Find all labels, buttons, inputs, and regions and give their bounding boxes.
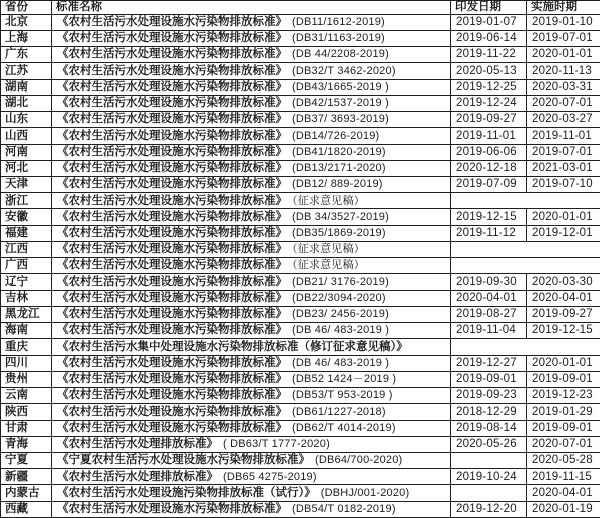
province-cell: 北京 (1, 14, 52, 30)
dates-merged-empty-cell (451, 241, 600, 257)
impl-date-cell: 2019-07-10 (527, 176, 600, 192)
province-cell: 青海 (1, 436, 52, 452)
table-row (1, 388, 600, 404)
impl-date-cell: 2020-04-01 (527, 290, 600, 306)
province-cell: 重庆 (1, 339, 52, 355)
impl-date-cell: 2020-01-01 (527, 355, 600, 371)
standard-title: 《农村生活污水处理设施水污染物排放标准》 (57, 194, 287, 207)
province-cell: 广东 (1, 47, 52, 63)
table-row (1, 79, 600, 95)
standard-name-cell (52, 371, 451, 387)
header-row (1, 1, 600, 15)
standard-name-cell (52, 209, 451, 225)
province-cell: 安徽 (1, 209, 52, 225)
issue-date-cell: 2018-12-29 (451, 404, 527, 420)
standard-code: (DB43/1665-2019 ) (292, 80, 389, 93)
impl-date-cell: 2020-07-01 (527, 436, 600, 452)
standard-title: 《农村生活污水处理设施水污染物排放标准》 (57, 32, 287, 45)
table-row (1, 290, 600, 306)
impl-date-cell: 2019-09-01 (527, 371, 600, 387)
standard-title: 《农村生活污水处理设施水污染物排放标准》 (57, 48, 287, 61)
standard-title: 《农村生活污水处理设施水污染物排放标准》 (57, 97, 287, 110)
dates-merged-empty-cell (451, 258, 600, 274)
impl-date-cell: 2020-03-30 (527, 274, 600, 290)
standard-code: (DB13/2171-2020) (292, 162, 386, 175)
impl-date-cell: 2020-01-01 (527, 47, 600, 63)
issue-date-cell: 2019-12-24 (451, 95, 527, 111)
header-impl-date: 实施时期 (527, 1, 600, 15)
province-cell: 福建 (1, 225, 52, 241)
standard-name-cell (52, 290, 451, 306)
standard-title: 《农村生活污水处理设施水污染物排放标准》 (57, 373, 287, 386)
standard-title: 《农村生活污水处理设施水污染物排放标准》 (57, 145, 287, 158)
table-row (1, 30, 600, 46)
province-cell: 海南 (1, 323, 52, 339)
impl-date-cell: 2020-04-01 (527, 485, 600, 501)
issue-date-cell: 2019-12-15 (451, 209, 527, 225)
standard-code: （征求意见稿） (292, 194, 365, 207)
standard-name-cell (52, 436, 451, 452)
standard-title: 《农村生活污水处理设施水污染物排放标准》 (57, 15, 287, 28)
standard-title: 《农村生活污水处理设施水污染物排放标准》 (57, 503, 287, 516)
table-row (1, 128, 600, 144)
issue-date-cell: 2019-09-30 (451, 274, 527, 290)
province-cell: 上海 (1, 30, 52, 46)
standard-code: (DB62/T 4014-2019) (292, 421, 396, 434)
table-row (1, 371, 600, 387)
standard-code: （征求意见稿） (292, 243, 365, 256)
standard-name-cell (52, 388, 451, 404)
issue-date-cell (451, 452, 527, 468)
table-row (1, 14, 600, 30)
standard-code: (DB54/T 0182-2019) (292, 503, 396, 516)
standard-name-cell (52, 225, 451, 241)
impl-date-cell: 2019-12-01 (527, 225, 600, 241)
standard-title: 《农村生活污水处理设施污染物排放标准（试行）》 (57, 486, 316, 499)
impl-date-cell: 2020-07-01 (527, 95, 600, 111)
standard-title: 《农村生活污水处理排放标准》 (57, 438, 218, 451)
standard-title: 《农村生活污水处理设施水污染物排放标准》 (57, 113, 287, 126)
impl-date-cell: 2019-09-01 (527, 420, 600, 436)
standard-name-cell (52, 274, 451, 290)
issue-date-cell: 2019-10-24 (451, 469, 527, 485)
impl-date-cell: 2019-01-29 (527, 404, 600, 420)
province-cell: 贵州 (1, 371, 52, 387)
standard-title: 《农村生活污水处理设施水污染物排放标准》 (57, 210, 287, 223)
issue-date-cell: 2019-07-09 (451, 176, 527, 192)
issue-date-cell: 2019-09-01 (451, 371, 527, 387)
standard-code: (DB22/3094-2020) (292, 291, 386, 304)
table-row (1, 225, 600, 241)
impl-date-cell: 2020-03-31 (527, 79, 600, 95)
standard-name-cell (52, 193, 451, 209)
standard-title: 《农村生活污水处理设施水污染物排放标准》 (57, 178, 287, 191)
standard-code: (DB12/ 889-2019) (292, 178, 383, 191)
province-cell: 黑龙江 (1, 306, 52, 322)
province-cell: 广西 (1, 258, 52, 274)
standard-name-cell (52, 258, 451, 274)
standard-name-cell (52, 404, 451, 420)
standard-code: (DB11/1612-2019) (292, 15, 385, 28)
standard-name-cell (52, 128, 451, 144)
standard-code: (DBHJ/001-2020) (320, 486, 410, 499)
standard-title: 《农村生活污水处理设施水污染物排放标准》 (57, 308, 287, 321)
table-row (1, 258, 600, 274)
issue-date-cell: 2020-12-18 (451, 160, 527, 176)
standard-code: (DB61/1227-2018) (292, 405, 386, 418)
impl-date-cell: 2020-01-19 (527, 501, 600, 517)
table-row (1, 339, 600, 355)
table-row (1, 47, 600, 63)
standard-title: 《农村生活污水处理设施水污染物排放标准》 (57, 243, 287, 256)
province-cell: 河北 (1, 160, 52, 176)
issue-date-cell: 2019-12-27 (451, 355, 527, 371)
impl-date-cell: 2019-11-15 (527, 469, 600, 485)
impl-date-cell: 2019-12-23 (527, 388, 600, 404)
province-cell: 甘肃 (1, 420, 52, 436)
impl-date-cell: 2020-01-01 (527, 209, 600, 225)
issue-date-cell: 2019-11-04 (451, 323, 527, 339)
standard-title: 《农村生活污水处理设施水污染物排放标准》 (57, 324, 287, 337)
standard-code: (DB35/1869-2019) (292, 226, 386, 239)
standard-code: (DB14/726-2019) (292, 129, 380, 142)
standard-name-cell (52, 485, 451, 501)
table-row (1, 176, 600, 192)
header-standard-name: 标准名称 (52, 1, 451, 15)
province-cell: 云南 (1, 388, 52, 404)
issue-date-cell: 2019-11-12 (451, 225, 527, 241)
standard-name-cell (52, 63, 451, 79)
province-cell: 山西 (1, 128, 52, 144)
province-cell: 山东 (1, 112, 52, 128)
issue-date-cell: 2020-05-26 (451, 436, 527, 452)
province-cell: 天津 (1, 176, 52, 192)
province-cell: 西藏 (1, 501, 52, 517)
impl-date-cell: 2019-01-10 (527, 14, 600, 30)
table-row (1, 160, 600, 176)
table-row (1, 144, 600, 160)
standard-name-cell (52, 79, 451, 95)
table-row (1, 323, 600, 339)
standard-code: (DB65 4275-2019) (223, 470, 317, 483)
table-row (1, 452, 600, 468)
province-cell: 江苏 (1, 63, 52, 79)
standard-title: 《农村生活污水处理设施水污染物排放标准》 (57, 275, 287, 288)
table-row (1, 241, 600, 257)
standard-title: 《农村生活污水处理设施水污染物排放标准》 (57, 129, 287, 142)
standard-title: 《农村生活污水处理设施水污染物排放标准》 (57, 80, 287, 93)
province-cell: 内蒙古 (1, 485, 52, 501)
standard-code: ( DB63/T 1777-2020) (223, 438, 330, 451)
standard-code: (DB31/1163-2019) (292, 32, 385, 45)
standard-name-cell (52, 95, 451, 111)
impl-date-cell: 2019-07-01 (527, 30, 600, 46)
province-cell: 湖南 (1, 79, 52, 95)
table-row (1, 469, 600, 485)
province-cell: 浙江 (1, 193, 52, 209)
issue-date-cell: 2019-12-25 (451, 79, 527, 95)
standard-title: 《农村生活污水处理设施水污染物排放标准》 (57, 64, 287, 77)
standard-name-cell (52, 160, 451, 176)
impl-date-cell: 2019-11-01 (527, 128, 600, 144)
issue-date-cell: 2019-06-14 (451, 30, 527, 46)
standard-name-cell (52, 452, 451, 468)
standard-code: （征求意见稿） (292, 259, 365, 272)
standard-code: (DB 34/3527-2019) (292, 210, 389, 223)
standard-code: (DB23/ 2456-2019) (292, 308, 389, 321)
standard-title: 《农村生活污水处理排放标准》 (57, 470, 218, 483)
standard-code: (DB32/T 3462-2020) (292, 64, 396, 77)
standard-code: (DB64/700-2020) (315, 454, 403, 467)
dates-merged-empty-cell (451, 193, 600, 209)
standard-title: 《农村生活污水处理设施水污染物排放标准》 (57, 389, 287, 402)
standard-code: (DB42/1537-2019 ) (292, 97, 389, 110)
standard-code: (DB41/1820-2019) (292, 145, 386, 158)
header-province: 省份 (1, 1, 52, 15)
standard-name-cell (52, 14, 451, 30)
table-row (1, 404, 600, 420)
standard-name-cell (52, 339, 451, 355)
impl-date-cell: 2019-12-15 (527, 323, 600, 339)
province-cell: 新疆 (1, 469, 52, 485)
province-cell: 河南 (1, 144, 52, 160)
standard-name-cell (52, 176, 451, 192)
standard-title: 《农村生活污水处理设施水污染物排放标准》 (57, 356, 287, 369)
dates-merged-empty-cell (451, 339, 600, 355)
issue-date-cell: 2019-11-01 (451, 128, 527, 144)
impl-date-cell: 2020-03-27 (527, 112, 600, 128)
standard-code: (DB 46/ 483-2019 ) (292, 356, 390, 369)
standard-name-cell (52, 420, 451, 436)
issue-date-cell: 2019-08-27 (451, 306, 527, 322)
standard-code: (DB53/T 953-2019 ) (292, 389, 393, 402)
table-row (1, 209, 600, 225)
standard-code: (DB37/ 3693-2019) (292, 113, 389, 126)
province-cell: 宁夏 (1, 452, 52, 468)
table-row (1, 420, 600, 436)
table-row (1, 436, 600, 452)
standard-title: 《农村生活污水处理设施水污染物排放标准》 (57, 259, 287, 272)
impl-date-cell: 2019-07-01 (527, 144, 600, 160)
table-body (1, 14, 600, 517)
standard-name-cell (52, 144, 451, 160)
issue-date-cell: 2020-05-13 (451, 63, 527, 79)
table-row (1, 485, 600, 501)
standard-name-cell (52, 323, 451, 339)
province-cell: 辽宁 (1, 274, 52, 290)
table-row (1, 193, 600, 209)
table-row (1, 274, 600, 290)
impl-date-cell: 2020-11-13 (527, 63, 600, 79)
standard-name-cell (52, 501, 451, 517)
issue-date-cell: 2019-09-23 (451, 388, 527, 404)
issue-date-cell: 2019-06-06 (451, 144, 527, 160)
table-row (1, 355, 600, 371)
province-cell: 四川 (1, 355, 52, 371)
table-row (1, 306, 600, 322)
standard-name-cell (52, 47, 451, 63)
standard-title: 《农村生活污水处理设施水污染物排放标准》 (57, 162, 287, 175)
table-row (1, 95, 600, 111)
issue-date-cell: 2019-01-07 (451, 14, 527, 30)
issue-date-cell: 2019-12-20 (451, 501, 527, 517)
province-cell: 陕西 (1, 404, 52, 420)
standard-code: (DB 44/2208-2019) (292, 48, 389, 61)
standard-title: 《宁夏农村生活污水处理设施水污染物排放标准》 (57, 454, 310, 467)
standard-name-cell (52, 30, 451, 46)
issue-date-cell (451, 485, 527, 501)
standard-name-cell (52, 112, 451, 128)
standard-name-cell (52, 469, 451, 485)
province-cell: 湖北 (1, 95, 52, 111)
table-row (1, 112, 600, 128)
impl-date-cell: 2019-09-27 (527, 306, 600, 322)
issue-date-cell: 2019-11-22 (451, 47, 527, 63)
standard-code: (DB52 1424－2019 ) (292, 373, 397, 386)
standard-name-cell (52, 241, 451, 257)
standard-title: 《农村生活污水处理设施水污染物排放标准》 (57, 421, 287, 434)
standard-name-cell (52, 306, 451, 322)
table-row (1, 63, 600, 79)
issue-date-cell: 2020-04-01 (451, 290, 527, 306)
issue-date-cell: 2019-08-14 (451, 420, 527, 436)
table-row (1, 501, 600, 517)
issue-date-cell: 2019-09-27 (451, 112, 527, 128)
header-issue-date: 印发日期 (451, 1, 527, 15)
impl-date-cell: 2021-03-01 (527, 160, 600, 176)
impl-date-cell: 2020-05-28 (527, 452, 600, 468)
standard-code: (DB21/ 3176-2019) (292, 275, 389, 288)
province-cell: 江西 (1, 241, 52, 257)
standard-title: 《农村生活污水处理设施水污染物排放标准》 (57, 226, 287, 239)
province-cell: 吉林 (1, 290, 52, 306)
standard-name-cell (52, 355, 451, 371)
standard-code: (DB 46/ 483-2019 ) (292, 324, 390, 337)
standard-title: 《农村生活污水处理设施水污染物排放标准》 (57, 291, 287, 304)
standard-title: 《农村生活污水处理设施水污染物排放标准》 (57, 405, 287, 418)
standard-title: 《农村生活污水集中处理设施水污染物排放标准（修订征求意见稿）》 (57, 340, 408, 353)
